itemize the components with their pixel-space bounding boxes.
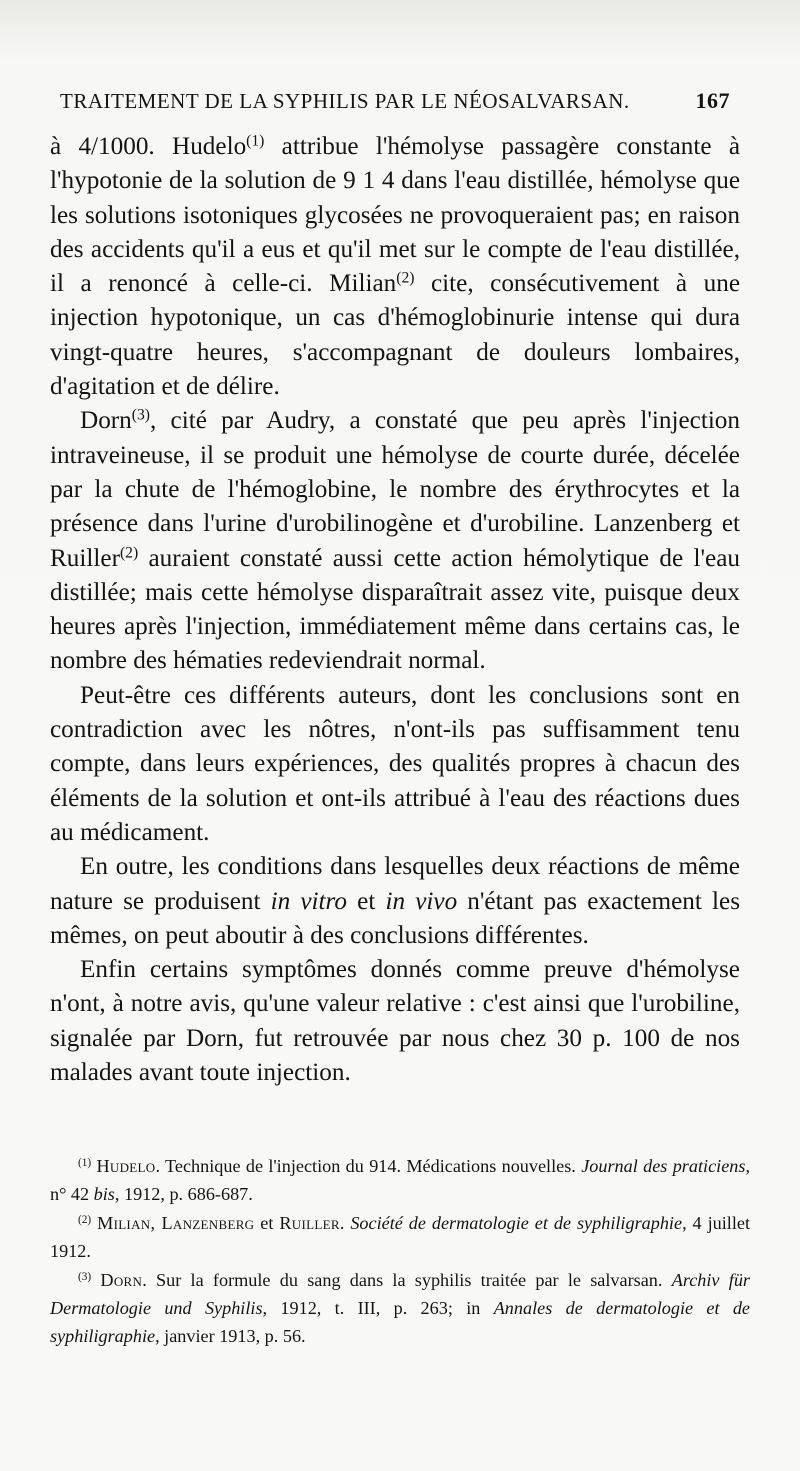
- italic-term: bis: [93, 1184, 115, 1205]
- paragraph-1: [50, 130, 740, 404]
- text-run: et: [347, 887, 386, 915]
- running-title: TRAITEMENT DE LA SYPHILIS PAR LE NÉOSALVARSAN.: [60, 89, 630, 113]
- footnote-2: [50, 1209, 750, 1266]
- paragraph-4: [50, 850, 740, 953]
- footnote-author: Dorn: [100, 1269, 143, 1290]
- footnote-ref: (2): [119, 543, 139, 561]
- text-run: . Technique de l'injection du 914. Médications nouvelles.: [155, 1156, 582, 1176]
- page-number: 167: [695, 88, 730, 113]
- footnote-mark: (1): [78, 1156, 92, 1169]
- footnote-author: Ruiller: [279, 1212, 340, 1233]
- text-run: n'étant pas exactement les mêmes, on peut aboutir à des conclusions différentes.: [50, 887, 741, 949]
- text-run: et: [254, 1212, 280, 1233]
- paragraph-3: Peut-être ces différents auteurs, dont les conclusions sont en contradiction avec les nôtres, n'ont-ils pas suffisamment tenu compte, dans leurs expériences, des qualités propres à chacun des éléments de la solution et ont-ils attribué à l'eau des réactions dues au médicament.: [50, 681, 740, 846]
- running-header: [60, 88, 730, 114]
- text-run: Dorn: [80, 407, 132, 435]
- footnote-mark: (3): [78, 1270, 92, 1283]
- footnote-author: Milian, Lanzenberg: [97, 1212, 255, 1233]
- footnote-ref: (1): [246, 132, 265, 150]
- journal-title: Archiv für Dermatologie und Syphilis: [50, 1269, 750, 1319]
- text-run: En outre, les conditions dans lesquelles deux réactions de même nature se produisent: [50, 853, 740, 915]
- text-run: attribue l'hémolyse passagère constante à l'hypotonie de la solution de 9 1 4 dans l'eau distillée, hémolyse que les solutions isotoniques glycosées ne provoqueraient pas; en raison des accidents qu'il a eus et qu'il met sur le compte de l'eau distillée, il a renoncé à celle-ci. Milian: [50, 133, 740, 298]
- footnote-mark: (2): [78, 1213, 92, 1226]
- journal-title: Journal des praticiens: [581, 1156, 746, 1176]
- footnote-ref: (2): [396, 269, 415, 287]
- footnotes: [50, 1152, 750, 1351]
- text-run: , 1912, p. 686-687.: [114, 1184, 253, 1205]
- italic-term: in vivo: [385, 887, 458, 915]
- text-run: .: [339, 1212, 351, 1233]
- footnote-3: [50, 1266, 750, 1351]
- footnote-1: [50, 1152, 750, 1209]
- paragraph-2: [50, 404, 740, 678]
- text-run: , n° 42: [50, 1156, 750, 1205]
- journal-title: Société de dermatologie et de syphiligraphie: [350, 1212, 683, 1233]
- paragraph-5: Enfin certains symptômes donnés comme preuve d'hémolyse n'ont, à notre avis, qu'une valeur relative : c'est ainsi que l'urobiline, signalée par Dorn, fut retrouvée par nous chez 30 p. 100 de nos malades avant toute injection.: [50, 956, 740, 1087]
- footnote-ref: (3): [131, 406, 150, 424]
- footnote-author: Hudelo: [96, 1156, 156, 1176]
- text-run: , janvier 1913, p. 56.: [155, 1326, 306, 1347]
- text-run: , cité par Audry, a constaté que peu après l'injection intraveineuse, il se produit une hémolyse de courte durée, décelée par la chute de l'hémoglobine, le nombre des érythrocytes et la présence dans l'urine d'urobilinogène et d'urobiline. Lanzenberg et Ruiller: [50, 407, 740, 572]
- text-run: à 4/1000. Hudelo: [50, 133, 247, 160]
- text-run: cite, consécutivement à une injection hypotonique, un cas d'hémoglobinurie intense qui dura vingt-quatre heures, s'accompagnant de douleurs lombaires, d'agitation et de délire.: [50, 270, 741, 401]
- text-run: auraient constaté aussi cette action hémolytique de l'eau distillée; mais cette hémolyse disparaîtrait assez vite, puisque deux heures après l'injection, immédiatement même dans certains cas, le nombre des hématies redeviendrait normal.: [50, 544, 740, 675]
- journal-title: Annales de dermatologie et de syphiligraphie: [50, 1298, 750, 1347]
- italic-term: in vitro: [270, 887, 348, 915]
- text-run: . Sur la formule du sang dans la syphilis traitée par le salvarsan.: [142, 1269, 672, 1290]
- body-text: [50, 130, 740, 1090]
- text-run: , 4 juillet 1912.: [50, 1212, 751, 1262]
- text-run: , 1912, t. III, p. 263; in: [262, 1298, 494, 1319]
